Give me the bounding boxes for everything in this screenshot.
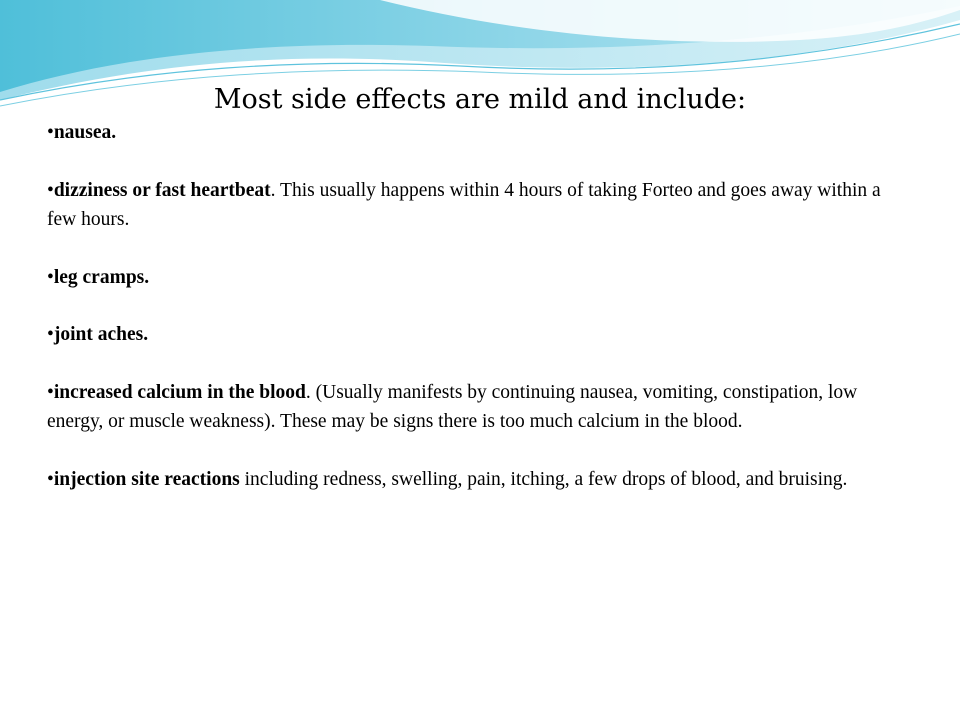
- bullet-item-dizziness: [47, 176, 907, 235]
- bullet-glyph: •: [47, 266, 54, 288]
- bullet-item-calcium: [47, 378, 907, 437]
- bullet-glyph: •: [47, 468, 54, 490]
- bullet-item-leg-cramps: [47, 263, 907, 293]
- bullet-item-injection-site: [47, 465, 907, 495]
- bullet-term: dizziness or fast heartbeat: [53, 179, 271, 201]
- bullet-detail: . (Usually manifests by continuing nausea, vomiting, constipation, low energy, or muscle weakness). These may be signs there is too much calcium in the blood.: [47, 381, 858, 432]
- bullet-glyph: •: [47, 179, 54, 201]
- bullet-glyph: •: [47, 381, 54, 403]
- bullet-list: [47, 118, 907, 522]
- slide-title: Most side effects are mild and include:: [213, 84, 747, 115]
- bullet-item-nausea: [47, 118, 907, 148]
- bullet-term: leg cramps.: [53, 266, 150, 288]
- bullet-glyph: •: [47, 122, 54, 143]
- bullet-detail: . This usually happens within 4 hours of taking Forteo and goes away within a few hours.: [47, 179, 881, 230]
- bullet-term: joint aches.: [53, 324, 149, 345]
- bullet-term: injection site reactions: [53, 468, 240, 490]
- bullet-item-joint-aches: [47, 320, 907, 350]
- bullet-detail: including redness, swelling, pain, itching, a few drops of blood, and bruising.: [239, 468, 848, 490]
- bullet-term: increased calcium in the blood: [53, 381, 306, 403]
- bullet-term: nausea.: [53, 122, 117, 143]
- bullet-glyph: •: [47, 324, 54, 345]
